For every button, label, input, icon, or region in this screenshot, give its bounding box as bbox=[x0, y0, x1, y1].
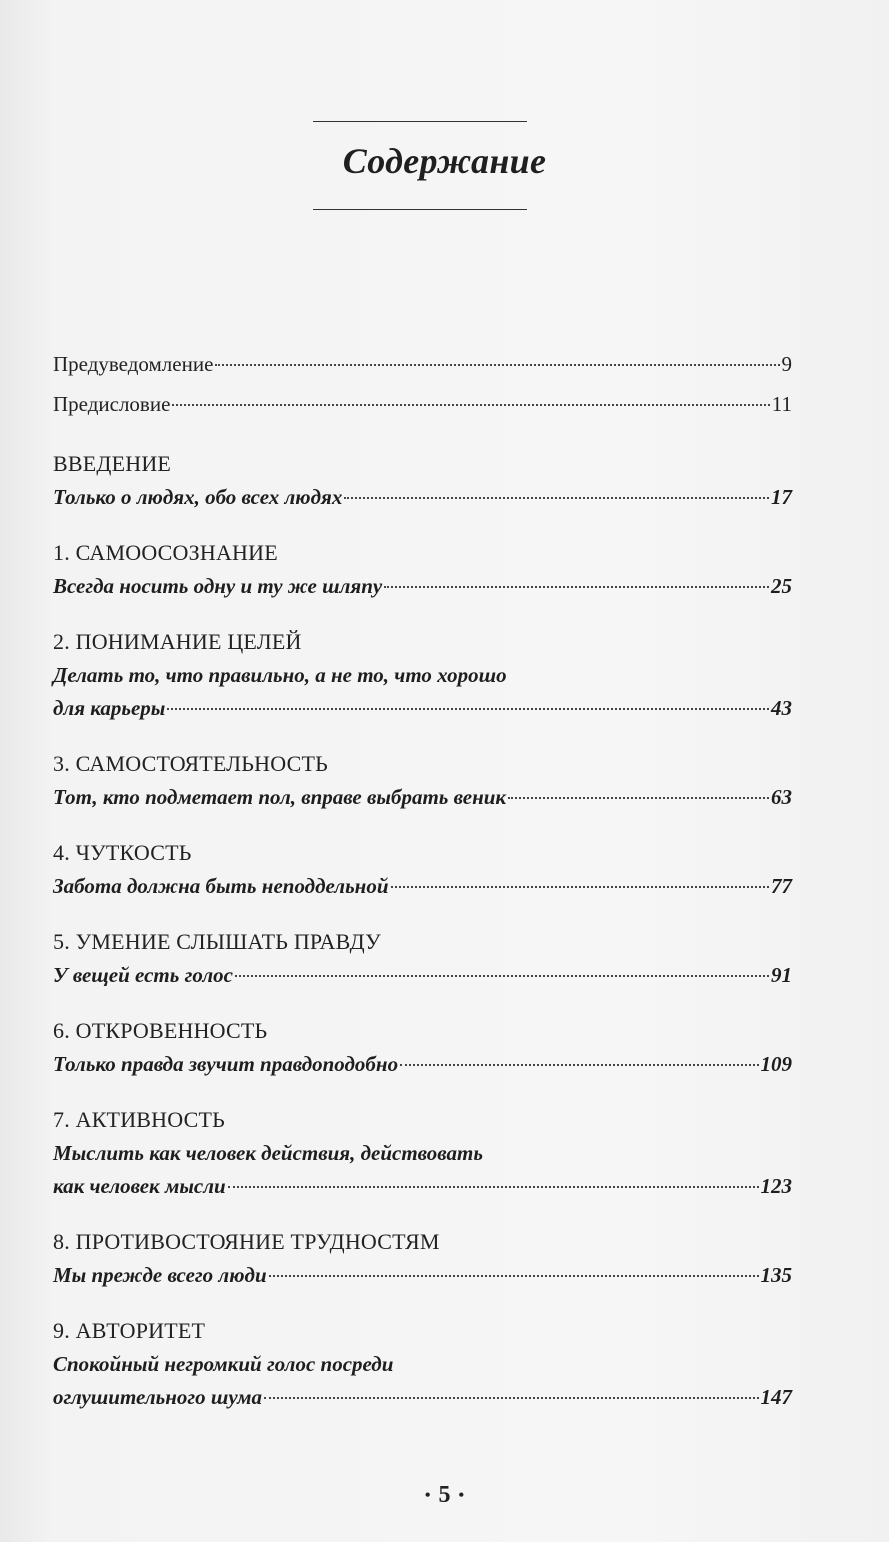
toc-page-number: 11 bbox=[771, 392, 792, 416]
toc-page-number: 135 bbox=[760, 1263, 792, 1287]
toc-page-number: 77 bbox=[771, 874, 792, 898]
title-rule-top bbox=[313, 121, 527, 122]
chapter-subtitle: Забота должна быть неподдельной bbox=[53, 874, 389, 898]
toc-chapter-5 bbox=[53, 925, 792, 992]
chapter-heading: 2. ПОНИМАНИЕ ЦЕЛЕЙ bbox=[53, 629, 302, 654]
leader-dots bbox=[228, 1186, 759, 1188]
toc-entry-preface-note bbox=[53, 348, 792, 381]
toc-chapter-2 bbox=[53, 625, 792, 725]
toc-entry-label: Предуведомление bbox=[53, 352, 214, 376]
chapter-subtitle: Только о людях, обо всех людях bbox=[53, 485, 343, 509]
leader-dots bbox=[167, 708, 769, 710]
chapter-subtitle: для карьеры bbox=[53, 696, 166, 720]
page-number: 5 bbox=[438, 1482, 451, 1508]
page-title: Содержание bbox=[342, 141, 547, 181]
chapter-subtitle-line1: Мыслить как человек действия, действовать bbox=[53, 1141, 483, 1165]
chapter-subtitle: Всегда носить одну и ту же шляпу bbox=[53, 574, 383, 598]
chapter-heading: ВВЕДЕНИЕ bbox=[53, 451, 172, 476]
chapter-subtitle: У вещей есть голос bbox=[53, 963, 233, 987]
chapter-heading: 5. УМЕНИЕ СЛЫШАТЬ ПРАВДУ bbox=[53, 929, 381, 954]
chapter-subtitle-line1: Спокойный негромкий голос посреди bbox=[53, 1352, 394, 1376]
toc-chapter-introduction bbox=[53, 447, 792, 514]
chapter-heading: 4. ЧУТКОСТЬ bbox=[53, 840, 192, 865]
toc-chapter-4 bbox=[53, 836, 792, 903]
table-of-contents bbox=[53, 348, 792, 1414]
title-rule-bottom bbox=[313, 209, 527, 210]
toc-page-number: 17 bbox=[771, 485, 792, 509]
toc-page-number: 147 bbox=[760, 1385, 792, 1409]
toc-chapter-3 bbox=[53, 747, 792, 814]
leader-dots bbox=[391, 886, 769, 888]
toc-chapter-1 bbox=[53, 536, 792, 603]
leader-dots bbox=[172, 404, 769, 406]
toc-entry-preface bbox=[53, 388, 792, 421]
chapter-heading: 9. АВТОРИТЕТ bbox=[53, 1318, 206, 1343]
toc-chapter-6 bbox=[53, 1014, 792, 1081]
leader-dots bbox=[384, 586, 769, 588]
toc-page-number: 43 bbox=[771, 696, 792, 720]
toc-page-number: 91 bbox=[771, 963, 792, 987]
chapter-subtitle: Только правда звучит правдоподобно bbox=[53, 1052, 399, 1076]
leader-dots bbox=[269, 1275, 759, 1277]
toc-page-number: 63 bbox=[771, 785, 792, 809]
chapter-heading: 1. САМООСОЗНАНИЕ bbox=[53, 540, 278, 565]
leader-dots bbox=[264, 1397, 758, 1399]
toc-entry-label: Предисловие bbox=[53, 392, 171, 416]
chapter-heading: 7. АКТИВНОСТЬ bbox=[53, 1107, 225, 1132]
toc-page-number: 25 bbox=[771, 574, 792, 598]
chapter-heading: 6. ОТКРОВЕННОСТЬ bbox=[53, 1018, 268, 1043]
toc-chapter-7 bbox=[53, 1103, 792, 1203]
toc-chapter-8 bbox=[53, 1225, 792, 1292]
toc-page-number: 9 bbox=[781, 352, 792, 376]
chapter-subtitle: Тот, кто подметает пол, вправе выбрать веник bbox=[53, 785, 507, 809]
toc-chapter-9 bbox=[53, 1314, 792, 1414]
toc-page-number: 123 bbox=[760, 1174, 792, 1198]
toc-page-number: 109 bbox=[760, 1052, 792, 1076]
leader-dots bbox=[508, 797, 769, 799]
chapter-subtitle: оглушительного шума bbox=[53, 1385, 263, 1409]
chapter-subtitle: Мы прежде всего люди bbox=[53, 1263, 267, 1287]
leader-dots bbox=[235, 975, 769, 977]
page-folio bbox=[0, 1482, 889, 1509]
chapter-heading: 8. ПРОТИВОСТОЯНИЕ ТРУДНОСТЯМ bbox=[53, 1229, 440, 1254]
folio-bullet-left: • bbox=[424, 1487, 431, 1505]
chapter-subtitle-line1: Делать то, что правильно, а не то, что хорошо bbox=[53, 663, 507, 687]
leader-dots bbox=[344, 497, 769, 499]
leader-dots bbox=[400, 1064, 758, 1066]
folio-bullet-right: • bbox=[458, 1487, 465, 1505]
leader-dots bbox=[215, 364, 779, 366]
chapter-subtitle: как человек мысли bbox=[53, 1174, 226, 1198]
chapter-heading: 3. САМОСТОЯТЕЛЬНОСТЬ bbox=[53, 751, 328, 776]
